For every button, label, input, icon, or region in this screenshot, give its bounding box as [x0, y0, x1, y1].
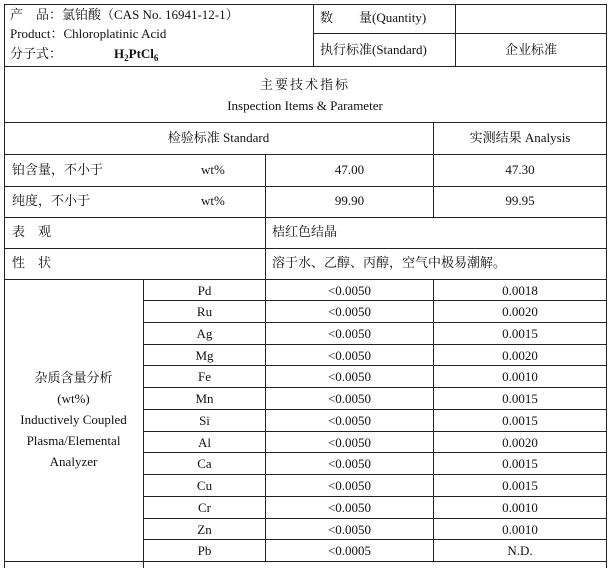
impurity-standard: <0.0050: [327, 413, 372, 428]
product-en-name: Chloroplatinic Acid: [63, 26, 167, 41]
impurity-standard: <0.0005: [327, 543, 372, 558]
impurity-standard: <0.0050: [327, 304, 372, 319]
row-platinum-analysis: 47.30: [505, 162, 535, 177]
rule: [143, 452, 606, 453]
column-header-analysis: 实测结果 Analysis: [469, 130, 571, 145]
impurity-element: Ag: [196, 326, 213, 341]
row-purity-analysis: 99.95: [505, 193, 535, 208]
impurity-standard: <0.0050: [327, 326, 372, 341]
impurity-analysis: 0.0018: [502, 283, 538, 298]
impurity-standard: <0.0050: [327, 348, 372, 363]
molecular-formula: [114, 46, 158, 62]
rule: [313, 33, 606, 34]
rule: [143, 539, 606, 540]
formula-part-b: PtCl: [128, 46, 154, 61]
formula-part-a: H: [114, 46, 125, 61]
row-purity-item: 纯度，不小于: [12, 193, 91, 208]
rule: [143, 365, 606, 366]
row-platinum-item: 铂含量，不小于: [12, 162, 104, 177]
rule: [4, 248, 606, 249]
impurity-analysis: 0.0015: [502, 326, 538, 341]
row-purity-standard: 99.90: [334, 193, 365, 208]
rule: [143, 496, 606, 497]
rule: [4, 4, 606, 5]
impurity-analysis: 0.0010: [502, 500, 538, 515]
impurity-element: Zn: [197, 522, 212, 537]
impurity-standard: <0.0050: [327, 283, 372, 298]
impurity-analysis: 0.0015: [502, 478, 538, 493]
impurity-element: Pd: [197, 283, 212, 298]
impurity-standard: <0.0050: [327, 391, 372, 406]
impurity-standard: <0.0050: [327, 522, 372, 537]
impurity-element: Si: [199, 413, 210, 428]
appearance-value: 桔红色结晶: [272, 224, 338, 239]
impurity-label-cn: 杂质含量分析: [34, 370, 113, 385]
rule: [4, 186, 606, 187]
impurity-element: Ru: [196, 304, 213, 319]
impurity-analysis: 0.0015: [502, 413, 538, 428]
rule: [143, 322, 606, 323]
impurity-element: Fe: [198, 369, 211, 384]
impurity-element: Al: [198, 435, 211, 450]
impurity-analysis: N.D.: [507, 543, 533, 558]
impurity-standard: <0.0050: [327, 500, 372, 515]
formula-sub-a: 2: [124, 53, 129, 63]
rule: [313, 4, 314, 66]
rule: [606, 4, 607, 568]
rule: [143, 409, 606, 410]
row-platinum-standard: 47.00: [334, 162, 365, 177]
rule: [143, 518, 606, 519]
product-name: 氯铂酸（CAS No. 16941-12-1）: [62, 7, 239, 22]
appearance-label: 表 观: [12, 224, 52, 239]
product-line: [10, 7, 239, 23]
rule: [4, 122, 606, 123]
rule: [143, 474, 606, 475]
standard-value: 企业标准: [504, 42, 557, 57]
rule: [4, 279, 606, 280]
rule: [4, 154, 606, 155]
quantity-label: 数 量(Quantity): [320, 10, 427, 25]
impurity-standard: <0.0050: [327, 478, 372, 493]
product-en-label: Product：: [10, 26, 64, 41]
impurity-label-unit: (wt%): [57, 391, 90, 406]
impurity-element: Mn: [195, 391, 214, 406]
impurity-standard: <0.0050: [327, 369, 372, 384]
impurity-analysis: 0.0015: [502, 391, 538, 406]
impurity-element: Ca: [197, 456, 212, 471]
product-label: 产 品：: [10, 7, 63, 22]
rule: [143, 344, 606, 345]
rule: [143, 387, 606, 388]
impurity-analysis: 0.0010: [502, 369, 538, 384]
impurity-analysis: 0.0020: [502, 348, 538, 363]
impurity-label-en-3: Analyzer: [49, 454, 98, 469]
impurity-element: Cr: [198, 500, 211, 515]
properties-value: 溶于水、乙醇、丙醇，空气中极易潮解。: [272, 255, 507, 270]
impurity-label-en-2: Plasma/Elemental: [26, 433, 121, 448]
row-purity-unit: wt%: [201, 193, 225, 208]
impurity-element: Cu: [196, 478, 213, 493]
standard-label: 执行标准(Standard): [320, 42, 427, 57]
impurity-analysis: 0.0020: [502, 304, 538, 319]
impurity-analysis: 0.0010: [502, 522, 538, 537]
impurity-label-en-1: Inductively Coupled: [20, 412, 127, 427]
properties-label: 性 状: [12, 255, 52, 270]
rule: [143, 431, 606, 432]
section-title-cn: 主要技术指标: [259, 77, 350, 92]
rule: [4, 66, 606, 67]
column-header-standard: 检验标准 Standard: [167, 130, 270, 145]
rule: [4, 217, 606, 218]
rule: [4, 561, 606, 562]
impurity-standard: <0.0050: [327, 435, 372, 450]
impurity-analysis: 0.0020: [502, 435, 538, 450]
product-en-line: [10, 26, 166, 42]
row-platinum-unit: wt%: [201, 162, 225, 177]
formula-label: 分子式：: [10, 46, 63, 61]
impurity-standard: <0.0050: [327, 456, 372, 471]
rule: [143, 300, 606, 301]
formula-sub-b: 6: [153, 53, 159, 63]
section-title-en: Inspection Items & Parameter: [227, 98, 383, 113]
impurity-analysis: 0.0015: [502, 456, 538, 471]
impurity-element: Mg: [195, 348, 214, 363]
impurity-element: Pb: [197, 543, 212, 558]
